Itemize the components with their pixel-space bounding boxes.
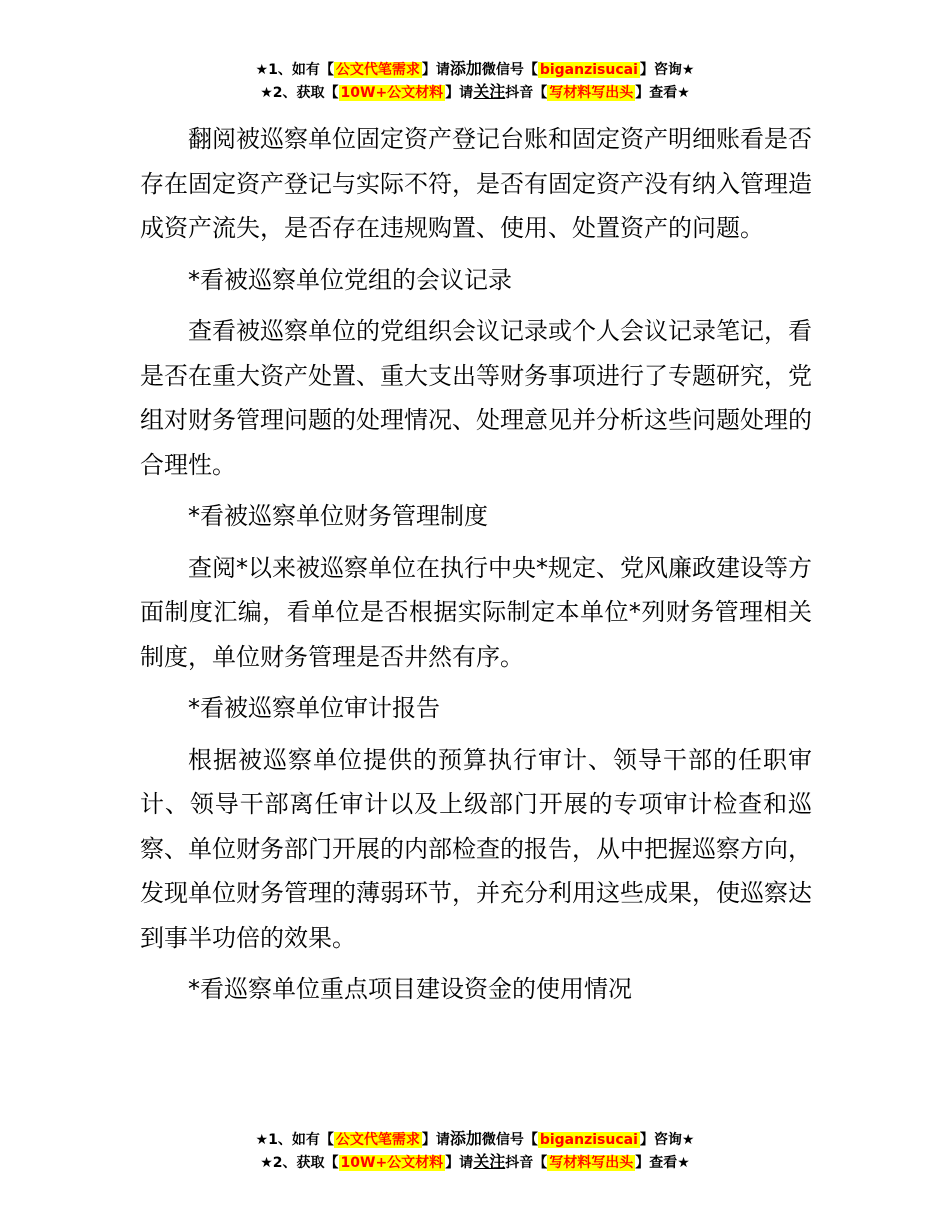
banner-highlight: 10W+公文材料 <box>340 1155 444 1171</box>
banner-text: 】查看★ <box>635 85 690 101</box>
banner-text: 】咨询★ <box>639 62 695 78</box>
banner-highlight: biganzisucai <box>539 62 638 78</box>
section-heading: *看巡察单位重点项目建设资金的使用情况 <box>188 975 632 1003</box>
banner-text: 】请 <box>445 85 474 101</box>
body-paragraph: 根据被巡察单位提供的预算执行审计、领导干部的任职审计、领导干部离任审计以及上级部门开展的专项审计检查和巡察、单位财务部门开展的内部检查的报告，从中把握巡察方向，发现单位财务管理的薄弱环节，并充分利用这些成果，使巡察达到事半功倍的效果。 <box>140 745 812 952</box>
banner-text: 】请 <box>421 62 450 78</box>
footer-banner <box>0 1128 950 1174</box>
banner-emphasis: 关注 <box>473 82 506 101</box>
banner-highlight: 公文代笔需求 <box>335 62 420 78</box>
header-banner <box>0 58 950 104</box>
banner-highlight: 写材料写出头 <box>549 1155 634 1171</box>
banner-line-1 <box>0 58 950 81</box>
section-heading: *看被巡察单位党组的会议记录 <box>188 265 512 294</box>
banner-highlight: 10W+公文材料 <box>340 85 444 101</box>
banner-text: 微信号【 <box>481 1132 538 1148</box>
banner-text: ★1、如有【 <box>255 1132 334 1148</box>
banner-emphasis: 关注 <box>473 1152 506 1171</box>
banner-text: 微信号【 <box>481 62 538 78</box>
body-paragraph: 查看被巡察单位的党组织会议记录或个人会议记录笔记，看是否在重大资产处置、重大支出等财务事项进行了专题研究，党组对财务管理问题的处理情况、处理意见并分析这些问题处理的合理性。 <box>140 317 812 479</box>
banner-text: ★2、获取【 <box>260 1155 339 1171</box>
banner-text: 】查看★ <box>635 1155 690 1171</box>
banner-line-2 <box>0 1151 950 1174</box>
banner-text: ★1、如有【 <box>255 62 334 78</box>
banner-highlight: 公文代笔需求 <box>335 1132 420 1148</box>
banner-text: ★2、获取【 <box>260 85 339 101</box>
section-heading: *看被巡察单位财务管理制度 <box>188 502 488 530</box>
banner-line-1 <box>0 1128 950 1151</box>
banner-text: 抖音【 <box>505 85 548 101</box>
banner-line-2 <box>0 81 950 104</box>
banner-text: 】请 <box>445 1155 474 1171</box>
banner-highlight: biganzisucai <box>539 1132 638 1148</box>
banner-text: 】咨询★ <box>639 1132 695 1148</box>
banner-text: 】请 <box>421 1132 450 1148</box>
body-paragraph: 翻阅被巡察单位固定资产登记台账和固定资产明细账看是否存在固定资产登记与实际不符，是否有固定资产没有纳入管理造成资产流失，是否存在违规购置、使用、处置资产的问题。 <box>140 125 812 242</box>
banner-highlight: 写材料写出头 <box>549 85 634 101</box>
banner-emphasis: 添加 <box>449 59 482 78</box>
document-body <box>140 117 812 1012</box>
section-heading: *看被巡察单位审计报告 <box>188 694 440 722</box>
body-paragraph: 查阅*以来被巡察单位在执行中央*规定、党风廉政建设等方面制度汇编，看单位是否根据实际制定本单位*列财务管理相关制度，单位财务管理是否井然有序。 <box>140 553 812 671</box>
banner-text: 抖音【 <box>505 1155 548 1171</box>
banner-emphasis: 添加 <box>449 1129 482 1148</box>
